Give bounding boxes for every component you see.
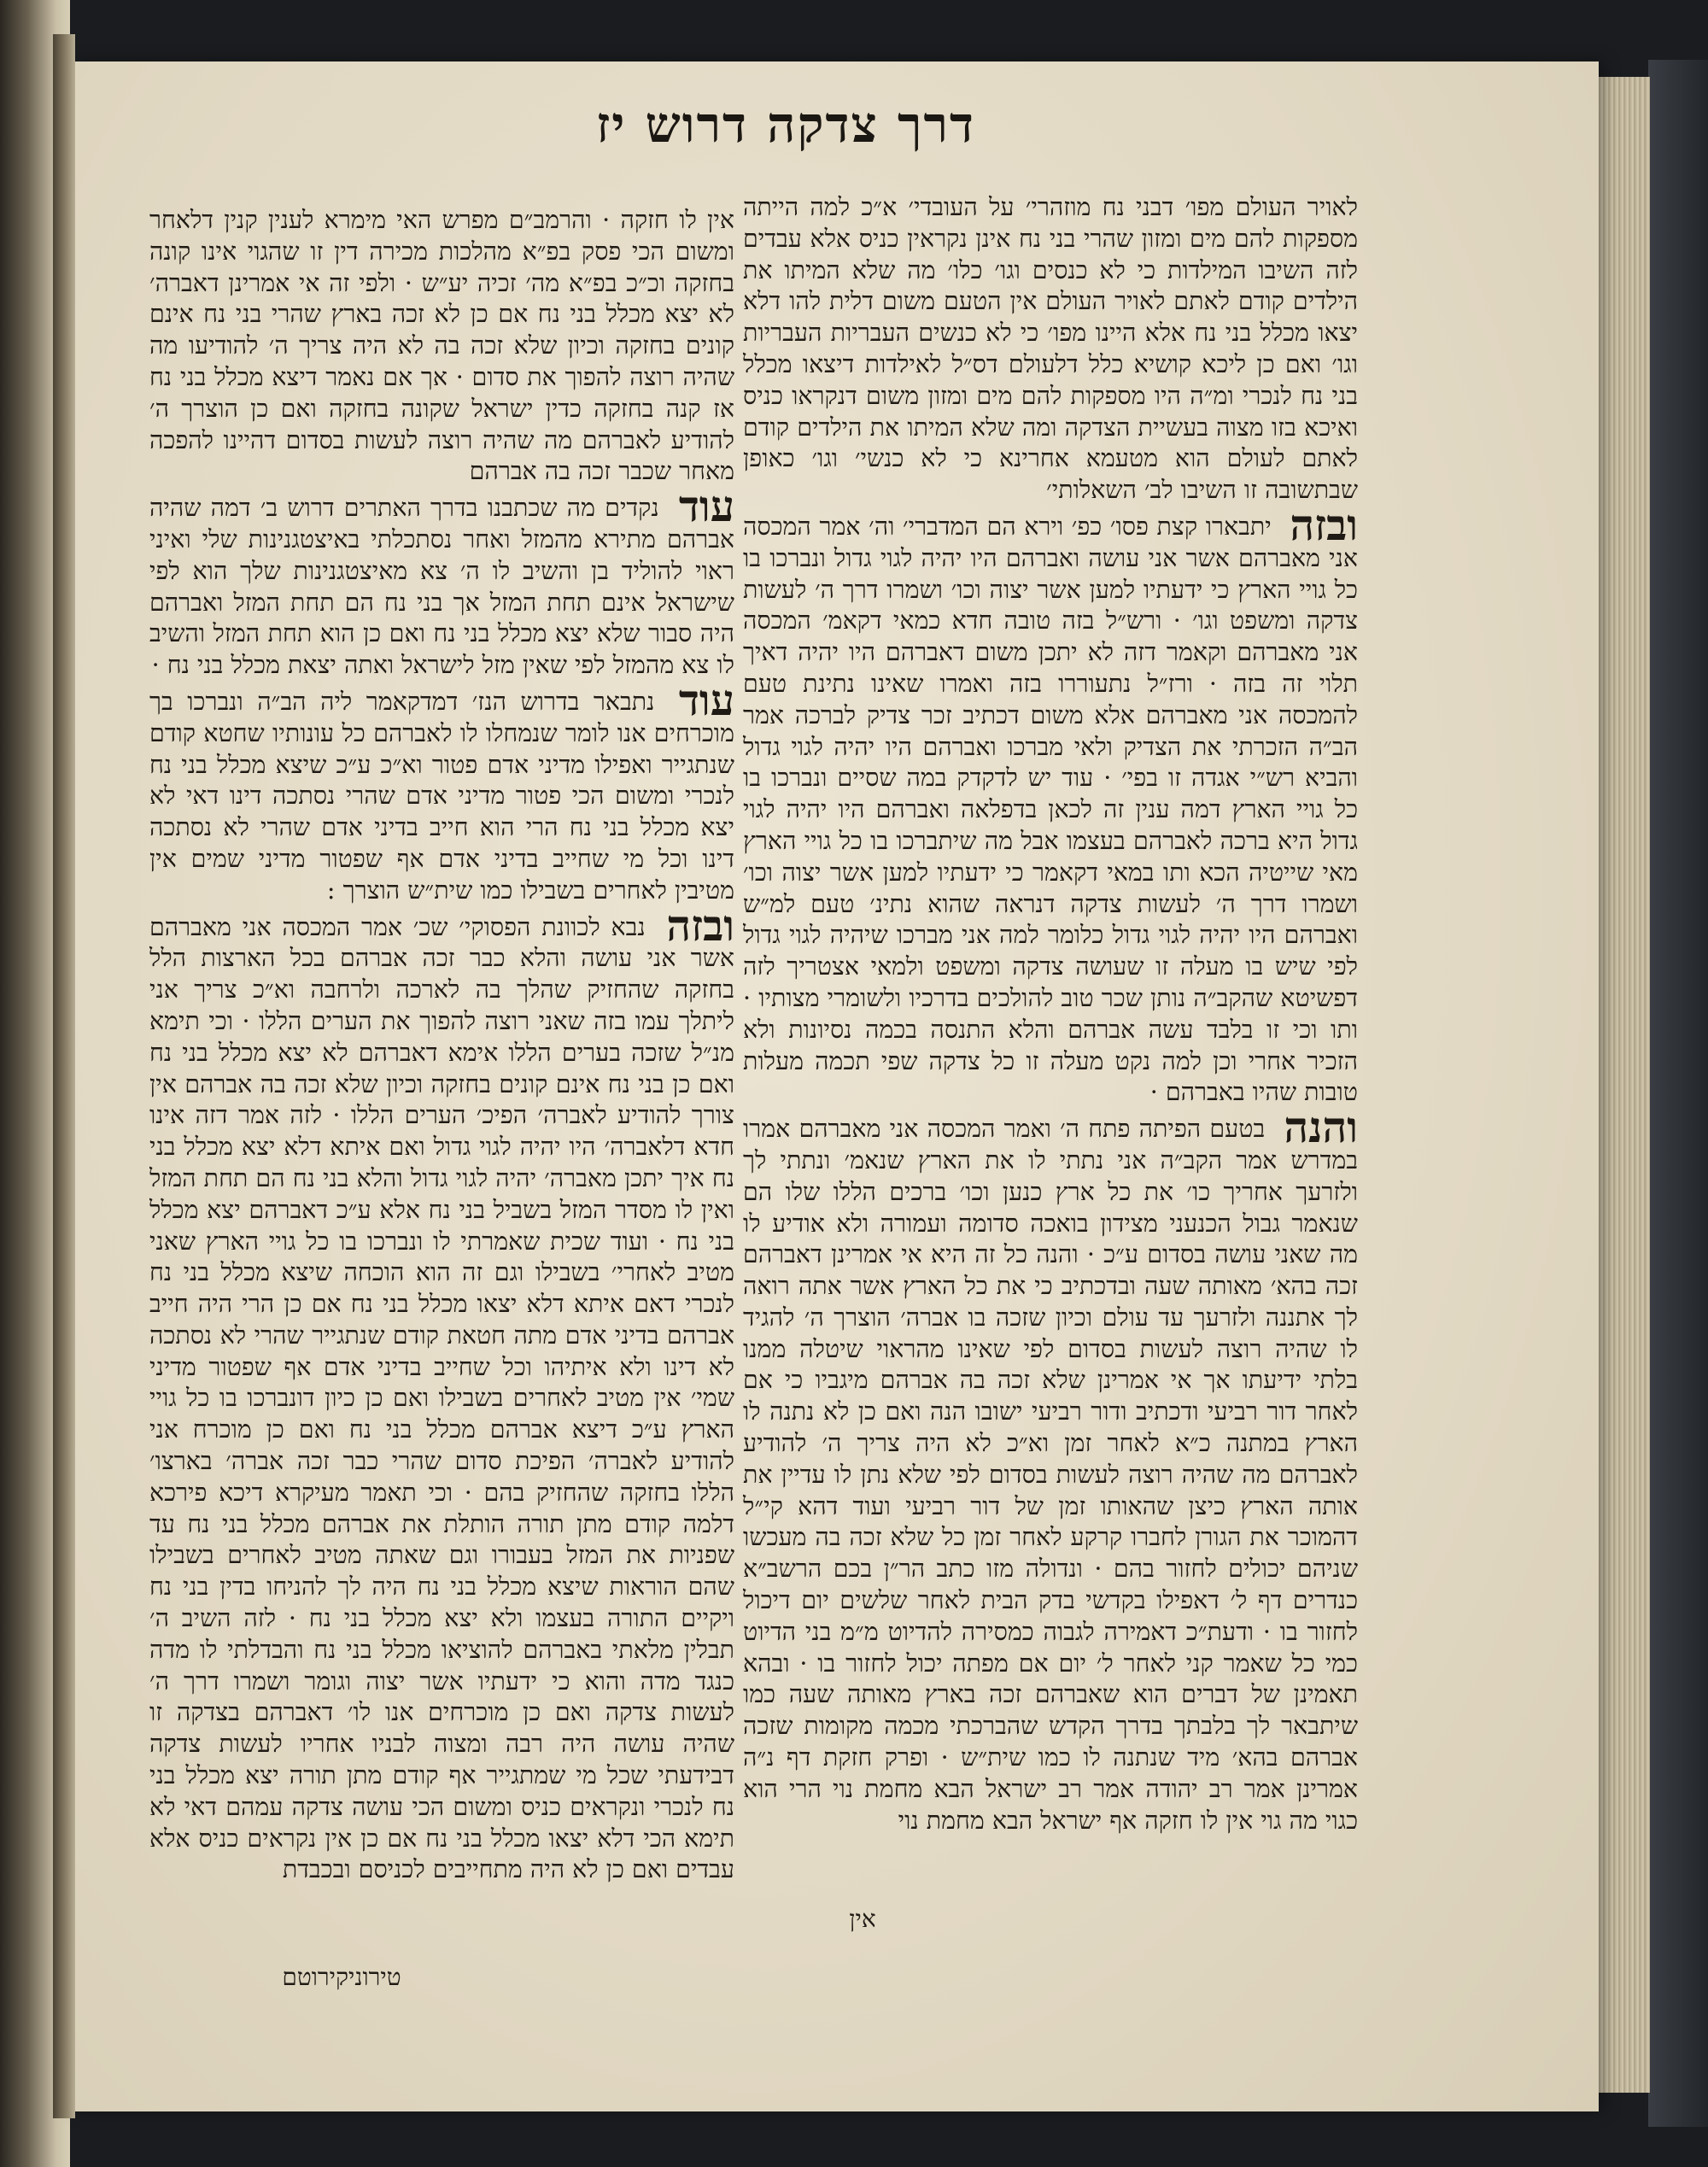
left-paragraph-3: [149, 674, 734, 907]
right-paragraph-3: [743, 1102, 1358, 1836]
paragraph-text: נבא לכוונת הפסוקי׳ שכ׳ אמר המכסה אני מאברהם אשר אני עושה והלא כבר זכה אברהם בכל הארצות הלל בחזקה שהחזיק שהלך בה לארכה ולרחבה וא״כ צריך אני ליתלך עמו בזה שאני רוצה להפוך את הערים הללו · וכי תימא מנ״ל שזכה בערים הללו אימא דאברהם לא יצא מכלל בני נח ואם כן בני נח אינם קונים בחזקה וכיון שלא זכה בה אברהם אין צורך להודיע לאברה׳ הפיכ׳ הערים הללו · לזה אמר דזה אינו חדא דלאברה׳ היו יהיה לגוי גדול ואם איתא דלא יצא מכלל בני נח איך יתכן מאברה׳ יהיה לגוי גדול והלא בני נח הם תחת המזל ואין לו מסדר המזל בשביל בני נח אלא ע״כ דאברהם יצא מכלל בני נח · ועוד שכית שאמרתי לו ונברכו בו כל גויי הארץ שאני מטיב לאחרי׳ בשבילו וגם זה הוא הוכחה שיצא מכלל בני נח לנכרי דאם איתא דלא יצאו מכלל בני נח אם כן הרי היה חייב אברהם בדיני אדם מתה חטאת קודם שנתגייר שהרי לא נסתכה לא דינו ולא איתיהו וכל שחייב בדיני אדם אף שפטור מדיני שמי׳ אין מטיב לאחרים בשבילו ואם כן כיון דונברכו בו כל גויי הארץ ע״כ דיצא אברהם מכלל בני נח ואם כן מוכרח אני להודיע לאברה׳ הפיכת סדום שהרי כבר זכה אברה׳ בארצו׳ הללו בחזקה שהחזיק בהם · וכי תאמר מעיקרא דיכא פירכא דלמה קודם מתן תורה הותלת את אברהם מכלל בני נח עד שפניות את המזל בעבורו וגם שאתה מטיב לאחרים בשבילו שהם הוראות שיצא מכלל בני נח היה לך להניחו בדין בני נח ויקיים התורה בעצמו ולא יצא מכלל בני נח · לזה השיב ה׳ תבלין מלאתי באברהם להוציאו מכלל בני נח והבדלתי לו מדה כנגד מדה והוא כי ידעתיו אשר יצוה וגומר ושמרו דרך ה׳ לעשות צדקה ואם כן מוכרחים אנו לו׳ דאברהם בצדקה זו שהיה עושה היה רבה ומצוה לבניו אחריו לעשות צדקה דבידעתי שכל מי שמתגייר אף קודם מתן תורה יצא מכלל בני נח לנכרי ונקראים כניס ומשום הכי עושה צדקה עמהם דאי לא תימא הכי דלא יצאו מכלל בני נח אם כן אין נקראים כניס אלא עבדים ואם כן לא היה מתחייבים לכניסם ובכבדת: [149, 912, 734, 1884]
catchword-right: אין: [849, 1905, 876, 1933]
left-paragraph-2: [149, 481, 734, 682]
running-head: דרך צדקה דרוש יז: [596, 96, 975, 154]
paragraph-lead-word: עוד: [678, 674, 734, 725]
paragraph-text: בטעם הפיתה פתח ה׳ ואמר המכסה אני מאברהם אמרו במדרש אמר הקב״ה אני נתתי לו את הארץ שנאמ׳ ונתתי לך ולזרעך אחריך כו׳ את כל ארץ כנען וכו׳ ברכים הללו שלו הם שנאמר גבול הכנעני מצידון בואכה סדומה ועמורה ולא אודיע לו מה שאני עושה בסדום ע״כ · והנה כל זה היא אי אמרינן דאברהם זכה בהא׳ מאותה שעה ובדכתיב כי את כל הארץ אשר אתה רואה לך אתננה ולזרעך עד עולם וכיון שזכה בו אברה׳ הוצרך ה׳ להגיד לו שהיה רוצה לעשות בסדום לפי שאינו מהראוי שיטלה ממנו בלתי ידיעתו אך אי אמרינן שלא זכה בה אברהם מיגביו כי אם לאחר דור רביעי ודכתיב ודור רביעי ישובו הנה ואם כן לא נתנה לו הארץ במתנה כ״א לאחר זמן וא״כ לא היה צריך ה׳ להודיע לאברהם מה שהיה רוצה לעשות בסדום לפי שלא נתן לו עדיין את אותה הארץ כיצן שהאותו זמן של דור רביעי ועוד דהא קי״ל דהמוכר את הגורן לחברו קרקע לאחר זמן כל שלא זכה בה מעכשו שניהם יכולים לחזור בהם · ונדולה מזו כתב הר״ן בכם הרשב״א כנדרים דף ל׳ דאפילו בקדשי בדק הבית לאחר שלשים יום דיכול לחזור בו · ודעת״כ דאמירה לגבוה כמסירה להדיוט מ״מ בני הדיוט כמי כל שאמר קני לאחר ל׳ יום אם מפתה יכול לחזור בו · ובהא תאמינן של דברים הוא שאברהם זכה בארץ מאותה שעה כמו שיתבאר לך בלבתך בדרך הקדש שהברכתי מכמה מקומות שזכה אברהם בהא׳ מיד שנתנה לו כמו שית״ש · ופרק חזקת דף נ״ה אמרינן אמר רב יהודה אמר רב ישראל הבא מחמת נוי הרי הוא כגוי מה גוי אין לו חזקה אף ישראל הבא מחמת נוי: [743, 1115, 1358, 1835]
right-paragraph-2: [743, 499, 1358, 1109]
right-column: [743, 192, 1358, 1901]
paragraph-text: אין לו חזקה · והרמב״ם מפרש האי מימרא לענין קנין דלאחר ומשום הכי פסק בפ״א מהלכות מכירה דין זו שהגוי אינו קונה בחזקה וכ״כ בפ״א מה׳ זכיה יע״ש · ולפי זה אי אמרינן דאברה׳ לא יצא מכלל בני נח אם כן לא זכה בארץ שהרי בני נח אינם קונים בחזקה וכיון שלא זכה בה לא היה צריך ה׳ להודיעו מה שהיה רוצה להפוך את סדום · אך אם נאמר דיצא מכלל בני נח אז קנה בחזקה כדין ישראל שקונה בחזקה ואם כן הוצרך ה׳ להודיע לאברהם מה שהיה רוצה לעשות בסדום דהיינו להפכה מאחר שכבר זכה בה אברהם: [149, 206, 734, 486]
catchword-left: טירוניקירוטם: [282, 1963, 401, 1991]
left-column: [149, 205, 734, 1947]
book-cover-edge: [1648, 60, 1708, 2127]
paragraph-text: לאויר העולם מפו׳ דבני נח מוזהרי׳ על העובדי׳ א״כ למה הייתה מספקות להם מים ומזון שהרי בני נח אינן נקראין כניס אלא עבדים לזה השיבו המילדות כי לא כנסים וגו׳ כלו׳ מה שלא המיתו את הילדים קודם לאתם לאויר העולם אין הטעם משום דלית להו דלא יצאו מכלל בני נח אלא היינו מפו׳ כי לא כנשים העבריות העבריות וגו׳ ואם כן ליכא קושיא כלל דלעולם דס״ל לאילדות דיצאו מכלל בני נח לנכרי ומ״ה היו מספקות להם מים ומזון משום דנקראו כניס ואיכא בזו מצוה בעשיית הצדקה ומה שלא המיתו את הילדים קודם לאתם לעולם הוא מטעמא אחרינא כי לא כנשי׳ וגו׳ כאופן שבתשובה זו השיבו לב׳ השאלותי׳: [743, 193, 1358, 505]
paragraph-lead-word: ובזה: [1290, 499, 1358, 550]
paragraph-lead-word: ובזה: [666, 899, 734, 951]
right-paragraph-1: [743, 192, 1358, 507]
paragraph-lead-word: והנה: [1284, 1102, 1358, 1153]
paragraph-text: נתבאר בדרוש הנז׳ דמדקאמר ליה הב״ה ונברכו בך מוכרחים אנו לומר שנמחלו לו לאברהם כל עונותיו שחטא קודם שנתגייר ואפילו מדיני אדם פטור וא״כ ע״כ שיצא מכלל בני נח לנכרי ומשום הכי פטור מדיני אדם שהרי נסתכה דינו דאי לא יצא מכלל בני נח הרי הוא חייב בדיני אדם שהרי לא נסתכה דינו וכל מי שחייב בדיני אדם אף שפטור מדיני שמים אין מטיבין לאחרים בשבילו כמו שית״ש הוצרך :: [149, 687, 734, 905]
left-paragraph-1: [149, 205, 734, 488]
paragraph-text: יתבארו קצת פסו׳ כפ׳ וירא הם המדברי׳ וה׳ אמר המכסה אני מאברהם אשר אני עושה ואברהם היו יהיה לגוי גדול ונברכו בו כל גויי הארץ כי ידעתיו למען אשר יצוה וכו׳ ושמרו דרך ה׳ לעשות צדקה ומשפט וגו׳ · ורש״ל בזה טובה חדא כמאי דקאמ׳ המכסה אני מאברהם וקאמר דזה לא יתכן משום דאברהם היו יהיה דאיך תלוי זה בזה · ורז״ל נתעוררו בזה ואמרו שאינו נתינת טעם להמכסה אני מאברהם אלא משום דכתיב זכר צדיק לברכה אמר הב״ה הזכרתי את הצדיק ולאי מברכו ואברהם היו יהיה לגוי גדול והביא רש״י אגדה זו בפי׳ · עוד יש לדקדק במה שסיים ונברכו בו כל גויי הארץ דמה ענין זה לכאן בדפלאה ואברהם היו יהיה לגוי גדול היא ברכה לאברהם בעצמו אבל מה שיתברכו בו כל גויי הארץ מאי שייטיה הכא ותו במאי דקאמר כי ידעתיו למען אשר יצוה וכו׳ ושמרו דרך ה׳ לעשות צדקה דנראה שהוא נתינ׳ טעם למ״ש ואברהם היו יהיה לגוי גדול כלומר למה אני מברכו שיהיה לגוי גדול לפי שיש בו מעלה זו שעושה צדקה ומשפט ולמאי אצטריך לזה דפשיטא שהקב״ה נותן שכר טוב להולכים בדרכיו ולשומרי מצותיו · ותו וכי זו בלבד עשה אברהם והלא התנסה בכמה נסיונות ולא הזכיר אחרי וכן למה נקט מעלה זו כל צדקה שפי תכמה מעלות טובות שהיו באברהם ·: [743, 512, 1358, 1107]
book-gutter: [53, 34, 75, 2118]
left-paragraph-4: [149, 899, 734, 1887]
paragraph-lead-word: עוד: [678, 481, 734, 532]
paragraph-text: נקדים מה שכתבנו בדרך האתרים דרוש ב׳ דמה שהיה אברהם מתירא מהמזל ואחר נסתכלתי באיצטגנינות שלי ואיני ראוי להוליד בן והשיב לו ה׳ צא מאיצטגנינות שלך הוא לפי שישראל אינם תחת המזל אך בני נח הם תחת המזל ואברהם היה סבור שלא יצא מכלל בני נח ואם כן הוא תחת המזל והשיב לו צא מהמזל לפי שאין מזל לישראל ואתה יצאת מכלל בני נח ·: [149, 494, 734, 680]
